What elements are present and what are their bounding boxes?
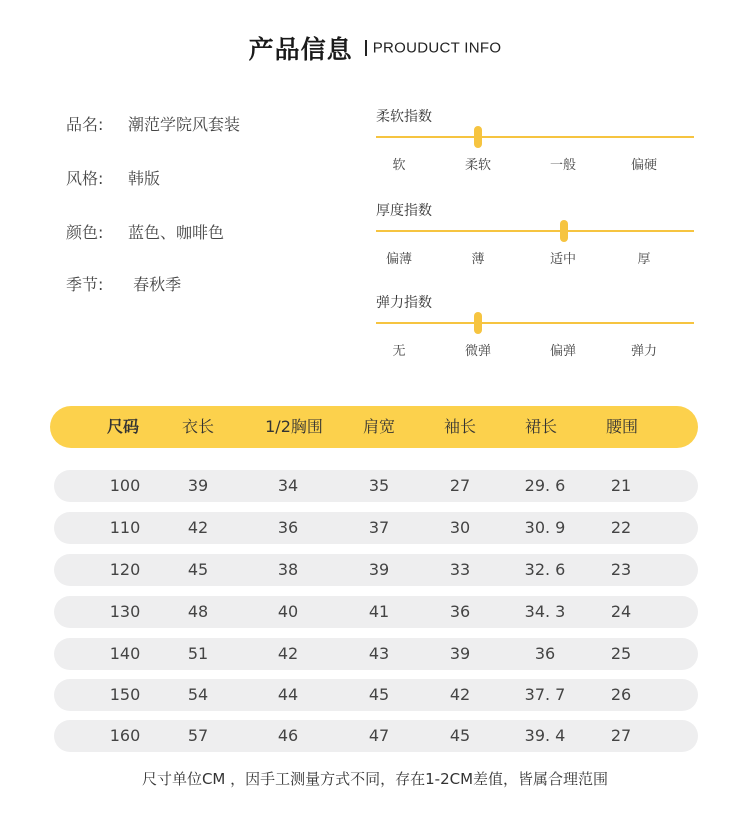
table-cell: 24: [610, 602, 632, 621]
index-label: 偏薄: [385, 252, 413, 267]
table-cell: 42: [187, 518, 209, 537]
index-marker: [474, 126, 482, 148]
table-cell: 150: [109, 685, 141, 704]
table-cell: 39: [368, 560, 390, 579]
table-cell: 44: [277, 685, 299, 704]
table-cell: 36: [534, 644, 556, 663]
table-cell: 33: [449, 560, 471, 579]
table-cell: 43: [368, 644, 390, 663]
table-cell: 37: [368, 518, 390, 537]
column-header: 衣长: [181, 417, 215, 436]
table-cell: 120: [109, 560, 141, 579]
info-value: 韩版: [128, 169, 161, 188]
index-label: 适中: [549, 252, 577, 267]
table-cell: 35: [368, 476, 390, 495]
table-cell: 30: [449, 518, 471, 537]
table-cell: 45: [187, 560, 209, 579]
table-cell: 45: [449, 726, 471, 745]
column-header: 袖长: [443, 417, 477, 436]
column-header: 尺码: [106, 417, 140, 436]
table-cell: 27: [610, 726, 632, 745]
table-cell: 47: [368, 726, 390, 745]
index-label: 厚: [637, 252, 651, 267]
index-label: 柔软: [464, 158, 492, 173]
table-row: [54, 470, 698, 502]
index-label: 偏弹: [549, 344, 577, 359]
table-cell: 140: [109, 644, 141, 663]
info-key: 季节:: [66, 275, 104, 294]
table-cell: 45: [368, 685, 390, 704]
table-cell: 37. 7: [524, 685, 566, 704]
table-cell: 32. 6: [524, 560, 566, 579]
table-cell: 34. 3: [524, 602, 566, 621]
table-cell: 23: [610, 560, 632, 579]
table-cell: 39. 4: [524, 726, 566, 745]
table-cell: 42: [449, 685, 471, 704]
index-label: 软: [392, 158, 406, 173]
table-cell: 39: [449, 644, 471, 663]
table-row: [54, 679, 698, 711]
info-value: 潮范学院风套装: [128, 115, 241, 134]
section-title: [0, 30, 750, 66]
table-cell: 160: [109, 726, 141, 745]
table-cell: 34: [277, 476, 299, 495]
info-row-name: [66, 112, 240, 135]
table-cell: 57: [187, 726, 209, 745]
table-cell: 110: [109, 518, 141, 537]
table-cell: 25: [610, 644, 632, 663]
index-label: 微弹: [464, 344, 492, 359]
info-row-style: [66, 166, 160, 189]
table-row: [54, 554, 698, 586]
table-cell: 130: [109, 602, 141, 621]
table-cell: 22: [610, 518, 632, 537]
info-key: 风格:: [66, 169, 104, 188]
index-label: 弹力: [630, 344, 658, 359]
table-cell: 30. 9: [524, 518, 566, 537]
table-cell: 36: [277, 518, 299, 537]
table-cell: 46: [277, 726, 299, 745]
column-header: 裙长: [524, 417, 558, 436]
table-cell: 48: [187, 602, 209, 621]
info-value: 蓝色、咖啡色: [128, 223, 225, 242]
title-chinese: 产品信息: [248, 35, 353, 64]
index-label: 偏硬: [630, 158, 658, 173]
info-key: 颜色:: [66, 223, 104, 242]
info-value: 春秋季: [128, 275, 182, 294]
table-row: [54, 596, 698, 628]
index-title: 厚度指数: [376, 203, 432, 219]
title-divider: [365, 40, 367, 56]
table-cell: 39: [187, 476, 209, 495]
column-header: 1/2胸围: [265, 417, 323, 436]
index-title: 弹力指数: [376, 295, 432, 311]
table-cell: 36: [449, 602, 471, 621]
index-label: 薄: [471, 252, 485, 267]
table-row: [54, 638, 698, 670]
index-label: 无: [392, 344, 406, 359]
column-header: 肩宽: [362, 417, 396, 436]
index-track: [376, 136, 694, 138]
table-cell: 27: [449, 476, 471, 495]
table-cell: 40: [277, 602, 299, 621]
index-track: [376, 322, 694, 324]
table-cell: 42: [277, 644, 299, 663]
index-marker: [560, 220, 568, 242]
table-cell: 38: [277, 560, 299, 579]
table-cell: 100: [109, 476, 141, 495]
size-table-header: [50, 406, 698, 448]
table-cell: 26: [610, 685, 632, 704]
info-key: 品名:: [66, 115, 104, 134]
index-label: 一般: [549, 158, 577, 173]
table-row: [54, 512, 698, 544]
column-header: 腰围: [605, 417, 639, 436]
table-row: [54, 720, 698, 752]
table-cell: 54: [187, 685, 209, 704]
table-cell: 29. 6: [524, 476, 566, 495]
info-row-season: [66, 272, 181, 295]
index-marker: [474, 312, 482, 334]
index-title: 柔软指数: [376, 109, 432, 125]
info-row-color: [66, 220, 224, 243]
table-cell: 51: [187, 644, 209, 663]
table-cell: 21: [610, 476, 632, 495]
index-track: [376, 230, 694, 232]
table-cell: 41: [368, 602, 390, 621]
measurement-note: 尺寸单位CM ，因手工测量方式不同，存在1-2CM差值，皆属合理范围: [141, 770, 609, 788]
title-english: PROUDUCT INFO: [372, 39, 502, 57]
